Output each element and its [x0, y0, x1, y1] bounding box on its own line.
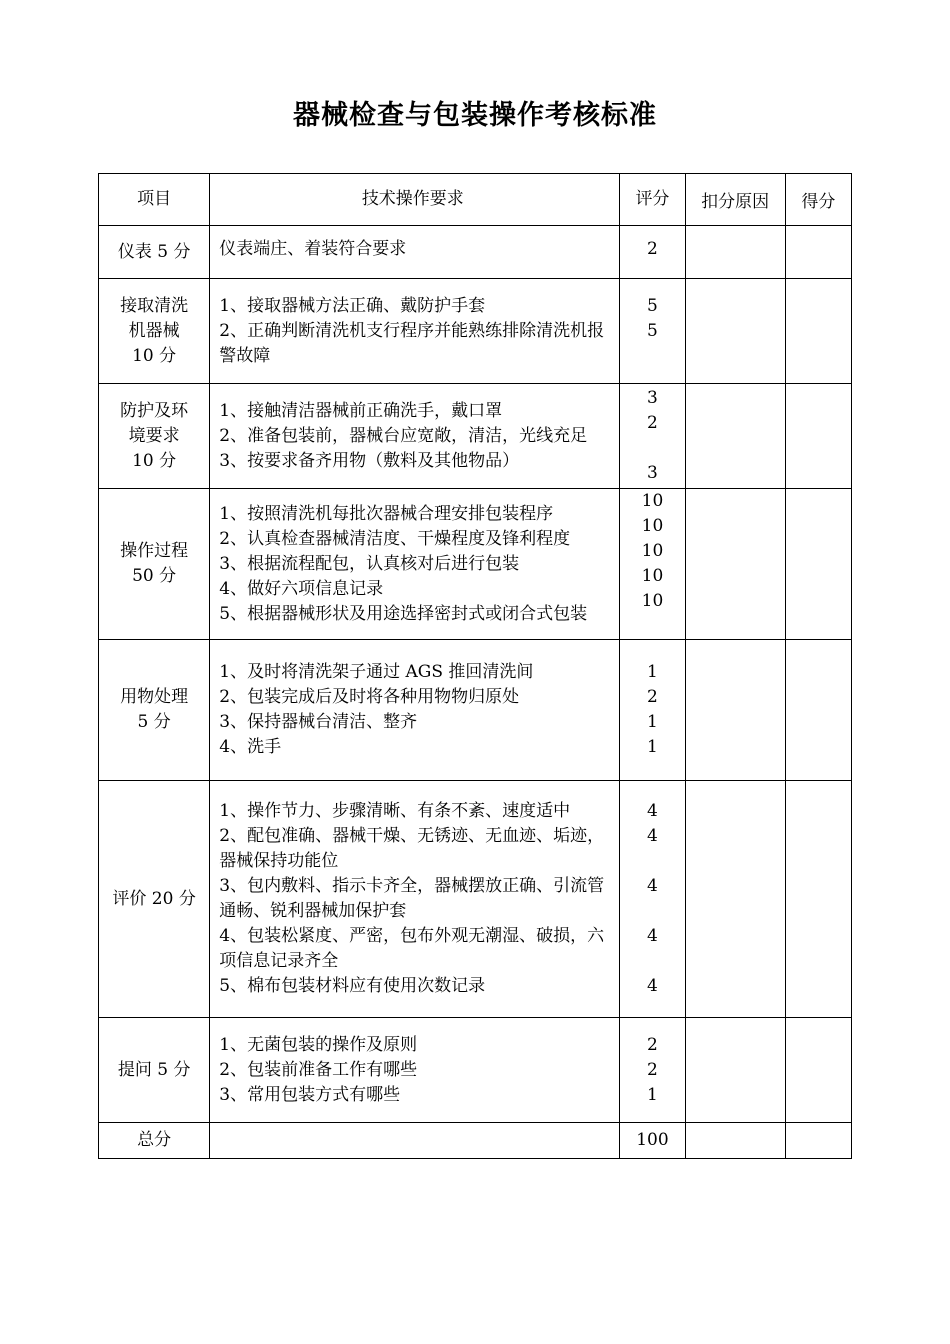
requirement-line: 1、及时将清洗架子通过 AGS 推回清洗间: [219, 662, 534, 682]
header-obtained: 得分: [785, 174, 851, 226]
requirement-line: 3、根据流程配包，认真核对后进行包装: [219, 553, 520, 574]
table-row: [99, 489, 852, 640]
requirement-line: 2、准备包装前，器械台应宽敞，清洁，光线充足: [219, 425, 588, 446]
obtained-score-cell[interactable]: [785, 781, 851, 1018]
score-value: 10: [641, 591, 664, 611]
obtained-score-cell[interactable]: [785, 1018, 851, 1123]
row-item-cell: [99, 226, 210, 279]
deduction-reason-cell[interactable]: [685, 226, 785, 279]
header-score: 评分: [620, 174, 685, 226]
row-item-cell: [99, 279, 210, 384]
page-title: 器械检查与包装操作考核标准: [293, 100, 657, 131]
score-table: [98, 173, 852, 1159]
requirement-line: 5、棉布包装材料应有使用次数记录: [219, 976, 486, 996]
requirement-line: 1、操作节力、步骤清晰、有条不紊、速度适中: [219, 801, 571, 821]
score-value: 4: [647, 801, 658, 821]
requirement-line: 2、包装完成后及时将各种用物物归原处: [219, 687, 520, 707]
requirement-line: 4、包装松紧度、严密，包布外观无潮湿、破损，六项信息记录齐全: [219, 926, 605, 971]
requirement-line: 仪表端庄、着装符合要求: [219, 239, 407, 259]
requirement-line: 1、接触清洁器械前正确洗手，戴口罩: [219, 400, 503, 421]
obtained-score-cell[interactable]: [785, 279, 851, 384]
requirement-line: 4、做好六项信息记录: [219, 578, 384, 599]
header-item: 项目: [99, 174, 210, 226]
score-value: 10: [641, 541, 664, 561]
header-deduction-reason: 扣分原因: [685, 174, 785, 226]
table-row: [99, 279, 852, 384]
score-cell: [620, 640, 685, 781]
header-requirement: 技术操作要求: [210, 174, 620, 226]
score-value: 10: [641, 516, 664, 536]
deduction-reason-cell[interactable]: [685, 781, 785, 1018]
score-value: 1: [647, 712, 658, 732]
score-cell: [620, 781, 685, 1018]
total-score: 100: [620, 1123, 685, 1159]
row-item-cell: [99, 781, 210, 1018]
score-value: 1: [647, 737, 658, 757]
score-value: 2: [647, 1059, 658, 1080]
table-row: [99, 1018, 852, 1123]
item-label: 10 分: [132, 450, 177, 471]
requirement-cell: [210, 781, 620, 1018]
deduction-reason-cell[interactable]: [685, 279, 785, 384]
requirement-line: 1、接取器械方法正确、戴防护手套: [219, 295, 486, 316]
score-value: 1: [647, 1084, 658, 1105]
deduction-reason-cell[interactable]: [685, 1018, 785, 1123]
deduction-reason-cell[interactable]: [685, 640, 785, 781]
table-row: [99, 640, 852, 781]
row-item-cell: [99, 489, 210, 640]
table-row: [99, 781, 852, 1018]
requirement-line: 1、无菌包装的操作及原则: [219, 1034, 418, 1055]
score-cell: [620, 384, 685, 489]
requirement-cell: [210, 279, 620, 384]
total-deduction-reason-cell[interactable]: [685, 1123, 785, 1159]
score-value: 4: [647, 876, 658, 896]
row-item-cell: [99, 1018, 210, 1123]
score-cell: [620, 489, 685, 640]
requirement-line: 5、根据器械形状及用途选择密封式或闭合式包装: [219, 603, 588, 624]
score-cell: [620, 279, 685, 384]
score-value: 4: [647, 976, 658, 996]
requirement-cell: [210, 640, 620, 781]
item-label: 评价 20 分: [112, 888, 196, 909]
obtained-score-cell[interactable]: [785, 489, 851, 640]
requirement-cell: [210, 1018, 620, 1123]
score-value: 2: [647, 413, 658, 433]
item-label: 提问 5 分: [117, 1059, 191, 1080]
row-item-cell: [99, 384, 210, 489]
requirement-line: 3、按要求备齐用物（敷料及其他物品）: [219, 450, 520, 471]
item-label: 机器械: [128, 320, 180, 341]
total-row: [99, 1123, 852, 1159]
score-value: 3: [647, 388, 658, 408]
deduction-reason-cell[interactable]: [685, 489, 785, 640]
table-row: [99, 384, 852, 489]
score-cell: [620, 1018, 685, 1123]
score-value: 3: [647, 463, 658, 483]
score-value: 1: [647, 662, 658, 682]
requirement-line: 2、认真检查器械清洁度、干燥程度及锋利程度: [219, 528, 571, 549]
score-value: 2: [647, 1034, 658, 1055]
item-label: 50 分: [132, 566, 177, 586]
requirement-line: 2、配包准确、器械干燥、无锈迹、无血迹、垢迹，器械保持功能位: [219, 826, 605, 871]
requirement-cell: [210, 384, 620, 489]
requirement-cell: [210, 489, 620, 640]
table-row: [99, 226, 852, 279]
requirement-line: 2、包装前准备工作有哪些: [219, 1059, 418, 1080]
total-label: 总分: [99, 1123, 210, 1159]
item-label: 防护及环: [120, 400, 189, 421]
item-label: 用物处理: [120, 687, 189, 707]
score-value: 4: [647, 926, 658, 946]
score-value: 2: [647, 239, 658, 259]
total-obtained-score-cell[interactable]: [785, 1123, 851, 1159]
requirement-line: 1、按照清洗机每批次器械合理安排包装程序: [219, 503, 554, 524]
score-value: 10: [641, 491, 664, 511]
score-value: 5: [647, 295, 658, 316]
requirement-line: 2、正确判断清洗机支行程序并能熟练排除清洗机报警故障: [219, 320, 605, 366]
row-item-cell: [99, 640, 210, 781]
item-label: 操作过程: [120, 541, 189, 561]
score-value: 10: [641, 566, 664, 586]
item-label: 接取清洗: [120, 295, 189, 316]
score-value: 5: [647, 320, 658, 341]
requirement-line: 3、保持器械台清洁、整齐: [219, 712, 418, 732]
requirement-line: 3、包内敷料、指示卡齐全，器械摆放正确、引流管通畅、锐利器械加保护套: [219, 876, 605, 921]
obtained-score-cell[interactable]: [785, 640, 851, 781]
deduction-reason-cell[interactable]: [685, 384, 785, 489]
total-requirement-cell: [210, 1123, 620, 1159]
item-label: 10 分: [132, 345, 177, 366]
score-cell: [620, 226, 685, 279]
obtained-score-cell[interactable]: [785, 226, 851, 279]
requirement-line: 4、洗手: [219, 737, 282, 757]
item-label: 境要求: [128, 425, 180, 446]
item-label: 5 分: [137, 712, 171, 732]
obtained-score-cell[interactable]: [785, 384, 851, 489]
score-value: 4: [647, 826, 658, 846]
requirement-cell: [210, 226, 620, 279]
header-row: [99, 174, 852, 226]
requirement-line: 3、常用包装方式有哪些: [219, 1084, 401, 1105]
item-label: 仪表 5 分: [117, 241, 191, 262]
score-value: 2: [647, 687, 658, 707]
